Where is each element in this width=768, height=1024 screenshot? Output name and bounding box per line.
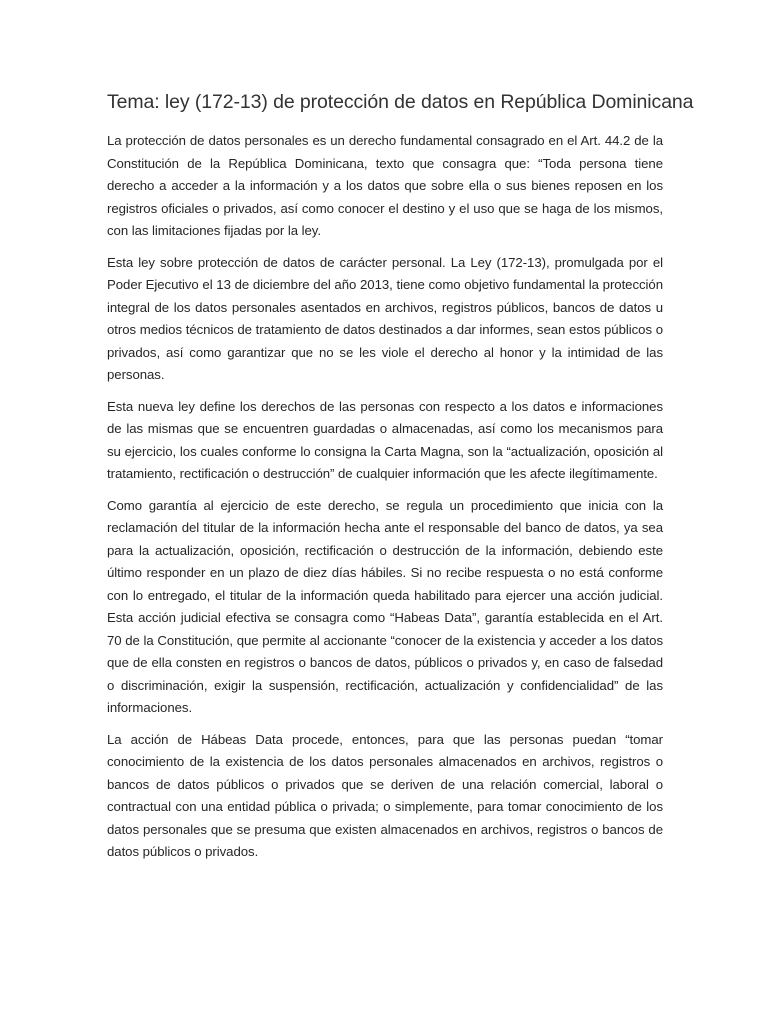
paragraph-2: Esta ley sobre protección de datos de carácter personal. La Ley (172-13), promulgada por el Poder Ejecutivo el 13 de diciembre del año 2013, tiene como objetivo fundamental la protección integral de los datos personales asentados en archivos, registros públicos, bancos de datos u otros medios técnicos de tratamiento de datos destinados a dar informes, sean estos públicos o privados, así como garantizar que no se les viole el derecho al honor y la intimidad de las personas. <box>107 254 663 382</box>
paragraph-1: La protección de datos personales es un derecho fundamental consagrado en el Art. 44.2 de la Constitución de la República Dominicana, texto que consagra que: “Toda persona tiene derecho a acceder a la información y a los datos que sobre ella o sus bienes reposen en los registros oficiales o privados, así como conocer el destino y el uso que se haga de los mismos, con las limitaciones fijadas por la ley. <box>107 133 663 238</box>
paragraph-5: La acción de Hábeas Data procede, entonces, para que las personas puedan “tomar conocimiento de la existencia de los datos personales almacenados en archivos, registros o bancos de datos públicos o privados que se deriven de una relación comercial, laboral o contractual con una entidad pública o privada; o simplemente, para tomar conocimiento de los datos personales que se presuma que existen almacenados en archivos, registros o bancos de datos públicos o privados. <box>107 731 663 859</box>
paragraph-4: Como garantía al ejercicio de este derecho, se regula un procedimiento que inicia con la reclamación del titular de la información hecha ante el responsable del banco de datos, ya sea para la actualización, oposición, rectificación o destrucción de la información, debiendo este último responder en un plazo de diez días hábiles. Si no recibe respuesta o no está conforme con lo entregado, el titular de la información queda habilitado para ejercer una acción judicial. Esta acción judicial efectiva se consagra como “Habeas Data”, garantía establecida en el Art. 70 de la Constitución, que permite al accionante “conocer de la existencia y acceder a los datos que de ella consten en registros o bancos de datos, públicos o privados y, en caso de falsedad o discriminación, exigir la suspensión, rectificación, actualización y confidencialidad” de las informaciones. <box>107 497 663 715</box>
paragraph-3: Esta nueva ley define los derechos de las personas con respecto a los datos e informaciones de las mismas que se encuentren guardadas o almacenadas, así como los mecanismos para su ejercicio, los cuales conforme lo consigna la Carta Magna, son la “actualización, oposición al tratamiento, rectificación o destrucción” de cualquier información que les afecte ilegítimamente. <box>107 398 663 481</box>
document-page <box>107 88 694 873</box>
document-title: Tema: ley (172-13) de protección de datos en República Dominicana <box>107 91 694 113</box>
